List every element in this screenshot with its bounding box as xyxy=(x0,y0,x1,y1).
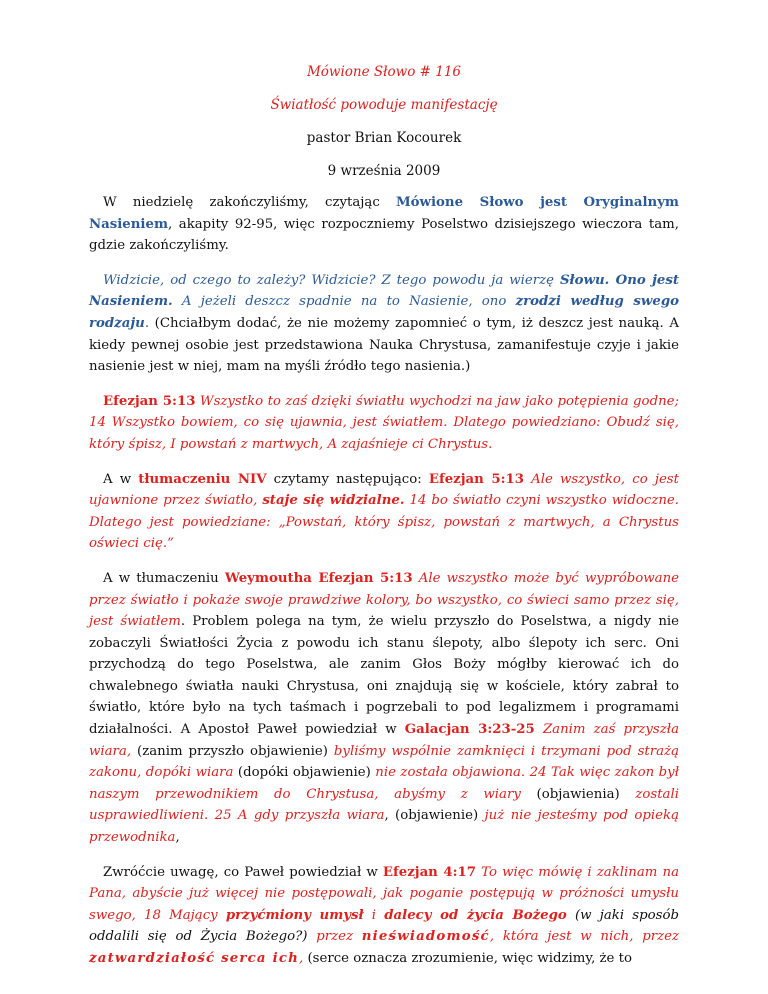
paragraph-intro: W niedzielę zakończyliśmy, czytając Mówione Słowo jest Oryginalnym Nasieniem, akapity 92-95, więc rozpoczniemy Poselstwo dzisiejszego wieczora tam, gdzie zakończyliśmy. xyxy=(89,195,680,254)
paragraph-ephesians: Efezjan 5:13 Wszystko to zaś dzięki światłu wychodzi na jaw jako potępienia godne; 14 Wszystko bowiem, co się ujawnia, jest światłem. Dlatego powiedziano: Obudź się, który śpisz, I powstań z martwych, A zajaśnieje ci Chrystus. xyxy=(89,393,679,452)
document-page xyxy=(89,64,679,983)
paragraph-quote: Widzicie, od czego to zależy? Widzicie? Z tego powodu ja wierzę Słowu. Ono jest Nasieniem. A jeżeli deszcz spadnie na to Nasienie, ono zrodzi według swego rodzaju. (Chciałbym dodać, że nie możemy zapomnieć o tym, iż deszcz jest nauką. A kiedy pewnej osobie jest przedstawiona Nauka Chrystusa, zamanifestuje czyje i jakie nasienie jest w niej, mam na myśli źródło tego nasienia.) xyxy=(89,272,679,375)
document-subtitle: Światłość powoduje manifestację xyxy=(270,97,498,113)
document-author: pastor Brian Kocourek xyxy=(306,130,462,146)
paragraph-ephesians-4: Zwróćcie uwagę, co Paweł powiedział w Efezjan 4:17 To więc mówię i zaklinam na Pana, abyście już więcej nie postępowali, jak poganie postępują w próżności umysłu swego, 18 Mający przyćmiony umysł i dalecy od życia Bożego (w jaki sposób oddalili się od Życia Bożego?) przez nieświadomość, która jest w nich, przez zatwardziałość serca ich, (serce oznacza zrozumienie, więc widzimy, że to xyxy=(89,864,679,966)
paragraph-weymouth: A w tłumaczeniu Weymoutha Efezjan 5:13 Ale wszystko może być wypróbowane przez światło i pokaże swoje prawdziwe kolory, bo wszystko, co świeci samo przez się, jest światłem. Problem polega na tym, że wielu przyszło do Poselstwa, a nigdy nie zobaczyli Światłości Życia z powodu ich stanu ślepoty, albo ślepoty ich serc. Oni przychodzą do tego Poselstwa, ale zanim Głos Boży mógłby kierować ich do chwalebnego światła nauki Chrystusa, oni znajdują się w kościele, który zabrał to światło, które było na tych taśmach i pogrzebali to pod legalizmem i programami działalności. A Apostoł Paweł powiedział w Galacjan 3:23-25 Zanim zaś przyszła wiara, (zanim przyszło objawienie) byliśmy wspólnie zamknięci i trzymani pod strażą zakonu, dopóki wiara (dopóki objawienie) nie została objawiona. 24 Tak więc zakon był naszym przewodnikiem do Chrystusa, abyśmy z wiary (objawienia) zostali usprawiedliwieni. 25 A gdy przyszła wiara, (objawienie) już nie jesteśmy pod opieką przewodnika, xyxy=(89,570,680,846)
paragraph-niv: A w tłumaczeniu NIV czytamy następująco: Efezjan 5:13 Ale wszystko, co jest ujawnione przez światło, staje się widzialne. 14 bo światło czyni wszystko widoczne. Dlatego jest powiedziane: „Powstań, który śpisz, powstań z martwych, a Chrystus oświeci cię.” xyxy=(89,471,680,552)
document-date: 9 września 2009 xyxy=(327,163,441,179)
document-title: Mówione Słowo # 116 xyxy=(306,64,462,80)
